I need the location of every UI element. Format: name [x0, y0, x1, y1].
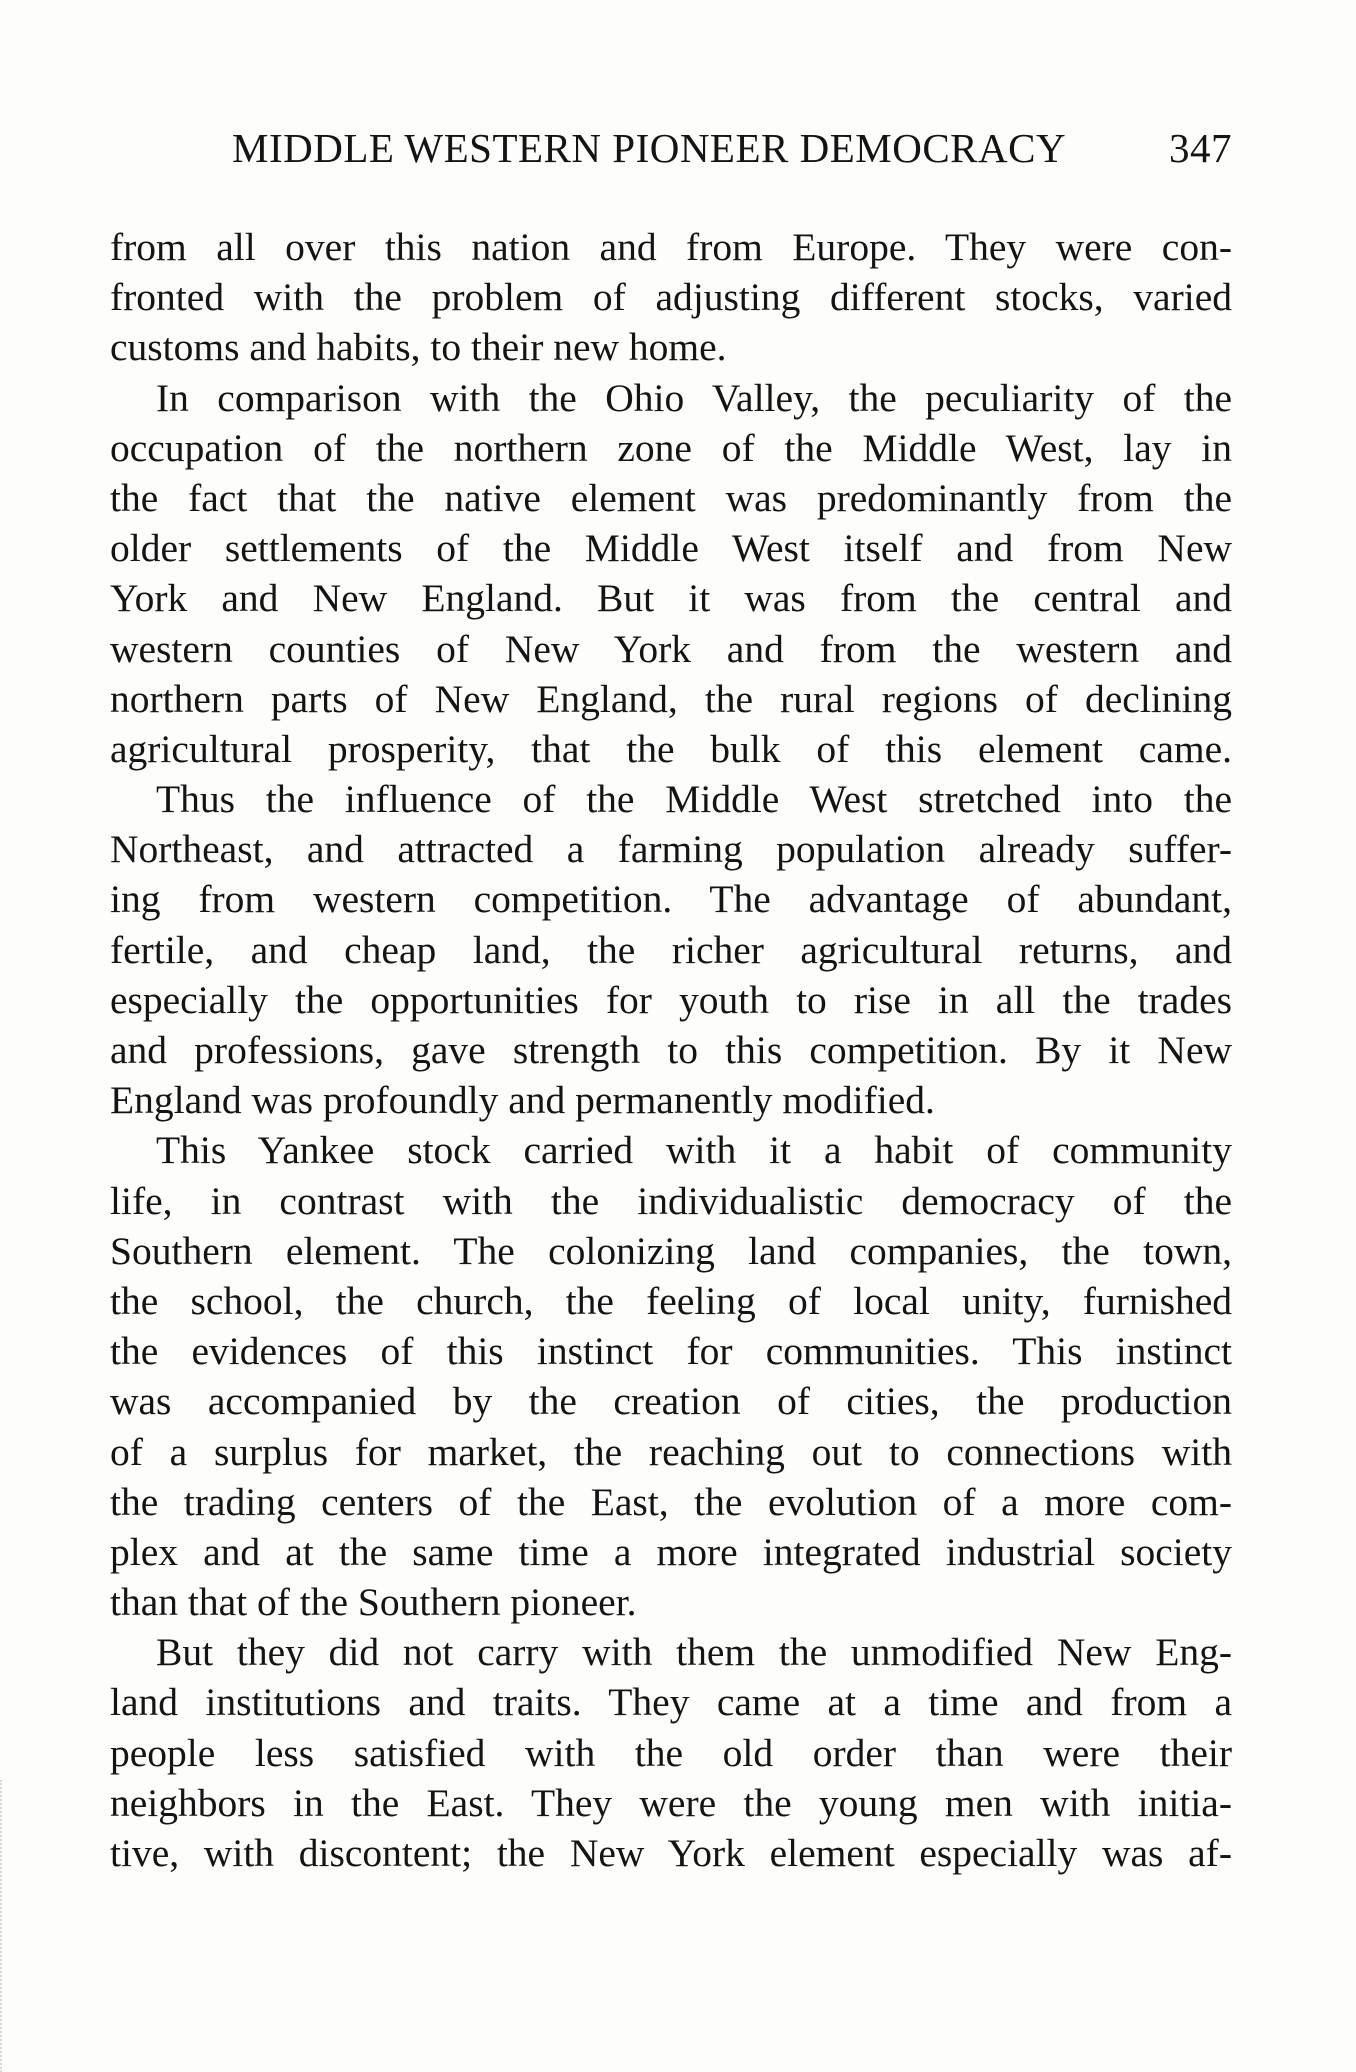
- text-line: people less satisfied with the old order than were their: [110, 1730, 1232, 1775]
- text-line: ing from western competition. The advantage of abundant,: [110, 877, 1232, 922]
- text-line: and professions, gave strength to this competition. By it New: [110, 1028, 1232, 1072]
- text-line: older settlements of the Middle West itself and from New: [110, 526, 1232, 571]
- text-line: western counties of New York and from the western and: [110, 626, 1232, 671]
- text-line: was accompanied by the creation of cities, the production: [110, 1379, 1232, 1424]
- text-line: fertile, and cheap land, the richer agricultural returns, and: [110, 927, 1232, 972]
- text-line: the fact that the native element was predominantly from the: [110, 475, 1232, 520]
- text-line: agricultural prosperity, that the bulk of this element came.: [110, 726, 1232, 771]
- text-line: the trading centers of the East, the evolution of a more com-: [110, 1479, 1232, 1524]
- running-header: [232, 124, 1232, 184]
- text-line: plex and at the same time a more integrated industrial society: [110, 1529, 1232, 1574]
- text-line: Southern element. The colonizing land companies, the town,: [110, 1228, 1232, 1273]
- scan-edge-speckle: [0, 1780, 6, 2072]
- text-line: fronted with the problem of adjusting different stocks, varied: [110, 275, 1232, 320]
- text-line: land institutions and traits. They came at a time and from a: [110, 1680, 1232, 1725]
- running-title: MIDDLE WESTERN PIONEER DEMOCRACY: [232, 125, 1067, 171]
- text-line: York and New England. But it was from the central and: [110, 576, 1232, 621]
- text-line: tive, with discontent; the New York element especially was af-: [110, 1831, 1232, 1875]
- text-line: from all over this nation and from Europe. They were con-: [110, 225, 1232, 269]
- text-line: the school, the church, the feeling of local unity, furnished: [110, 1278, 1232, 1323]
- text-line: Northeast, and attracted a farming population already suffer-: [110, 827, 1232, 872]
- text-line: of a surplus for market, the reaching out to connections with: [110, 1429, 1232, 1474]
- text-line: England was profoundly and permanently modified.: [110, 1078, 935, 1123]
- text-line: northern parts of New England, the rural regions of declining: [110, 676, 1232, 721]
- text-line: life, in contrast with the individualistic democracy of the: [110, 1178, 1232, 1223]
- text-line: customs and habits, to their new home.: [110, 325, 727, 370]
- text-line: This Yankee stock carried with it a habit of community: [156, 1128, 1232, 1173]
- text-line: In comparison with the Ohio Valley, the peculiarity of the: [156, 375, 1232, 420]
- page-number: 347: [1169, 125, 1232, 171]
- text-line: especially the opportunities for youth to rise in all the trades: [110, 977, 1232, 1022]
- text-line: occupation of the northern zone of the Middle West, lay in: [110, 425, 1232, 470]
- text-line: Thus the influence of the Middle West stretched into the: [156, 777, 1232, 822]
- text-line: neighbors in the East. They were the young men with initia-: [110, 1780, 1232, 1825]
- text-line: than that of the Southern pioneer.: [110, 1580, 637, 1625]
- text-line: But they did not carry with them the unmodified New Eng-: [156, 1630, 1232, 1675]
- body-text: [110, 222, 1232, 1878]
- text-line: the evidences of this instinct for communities. This instinct: [110, 1329, 1232, 1374]
